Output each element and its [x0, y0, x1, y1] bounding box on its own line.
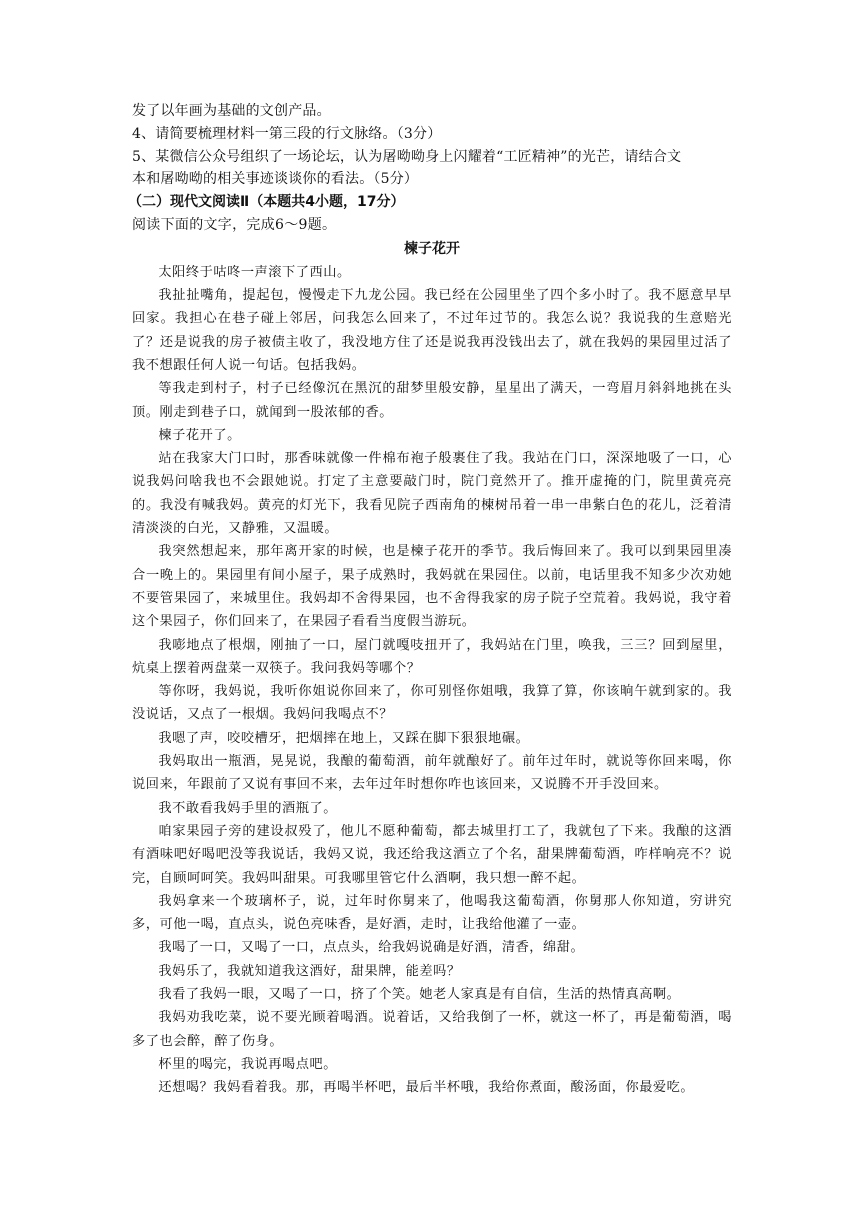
section-heading: （二）现代文阅读Ⅱ（本题共4小题，17分） — [128, 194, 405, 211]
story-paragraph: 站在我家大门口时，那香味就像一件棉布袍子般裹住了我。我站在门口，深深地吸了一口，心说我妈问啥我也不会跟她说。打定了主意要敲门时，院门竟然开了。推开虚掩的门，院里黄亮亮的。我没有喊我妈。黄亮的灯光下，我看见院子西南角的楝树吊着一串一串紫白色的花儿，泛着清清淡淡的白光，又静雅，又温暖。 — [132, 451, 732, 537]
section-instruction: 阅读下面的文字，完成6～9题。 — [132, 216, 337, 233]
story-body — [132, 261, 732, 1100]
story-paragraph: 我嗯了声，咬咬槽牙，把烟摔在地上，又踩在脚下狠狠地碾。 — [158, 730, 530, 746]
story-paragraph: 我喝了一口，又喝了一口，点点头，给我妈说确是好酒，清香，绵甜。 — [158, 940, 585, 956]
story-paragraph: 咱家果园子旁的建设叔殁了，他儿不愿种葡萄，都去城里打工了，我就包了下来。我酿的这酒有酒味吧好喝吧没等我说话，我妈又说，我还给我这酒立了个名，甜果牌葡萄酒，咋样响亮不？说完，自顾呵呵笑。我妈叫甜果。可我哪里管它什么酒啊，我只想一醉不起。 — [132, 823, 732, 886]
story-paragraph: 我妈拿来一个玻璃杯子，说，过年时你舅来了，他喝我这葡萄酒，你舅那人你知道，穷讲究多，可他一喝，直点头，说色亮味香，是好酒，走时，让我给他灌了一壶。 — [132, 893, 732, 933]
story-paragraph: 我突然想起来，那年离开家的时候，也是楝子花开的季节。我后悔回来了。我可以到果园里凑合一晚上的。果园里有间小屋子，果子成熟时，我妈就在果园住。以前，电话里我不知多少次劝她不要管果园了，来城里住。我妈却不舍得果园，也不舍得我家的房子院子空荒着。我妈说，我守着这个果园子，你们回来了，在果园子看看当度假当游玩。 — [132, 544, 732, 630]
story-paragraph: 我看了我妈一眼，又喝了一口，挤了个笑。她老人家真是有自信，生活的热情真高啊。 — [158, 986, 681, 1002]
question-5-line-1: 5、某微信公众号组织了一场论坛，认为屠呦呦身上闪耀着“工匠精神”的光芒，请结合文 — [132, 148, 682, 165]
story-paragraph: 我妈乐了，我就知道我这酒好，甜果牌，能差吗？ — [158, 963, 461, 979]
carryover-line: 发了以年画为基础的文创产品。 — [132, 103, 331, 119]
story-paragraph: 还想喝？我妈看着我。那，再喝半杯吧，最后半杯哦，我给你煮面，酸汤面，你最爱吃。 — [158, 1080, 695, 1096]
story-paragraph: 我不敢看我妈手里的酒瓶了。 — [158, 800, 337, 816]
story-paragraph: 太阳终于咕咚一声滚下了西山。 — [158, 264, 351, 280]
question-5-line-2: 本和屠呦呦的相关事迹谈谈你的看法。（5分） — [132, 171, 419, 188]
story-title: 楝子花开 — [404, 240, 460, 257]
questions-block — [132, 100, 732, 191]
story-paragraph: 我妈取出一瓶酒，晃晃说，我酿的葡萄酒，前年就酿好了。前年过年时，就说等你回来喝，你说回来，年跟前了又说有事回不来，去年过年时想你咋也该回来，又说腾不开手没回来。 — [132, 754, 732, 793]
story-paragraph: 我妈劝我吃菜，说不要光顾着喝酒。说着话，又给我倒了一杯，就这一杯了，再是葡萄酒，喝多了也会醉，醉了伤身。 — [132, 1010, 732, 1049]
story-paragraph: 杯里的喝完，我说再喝点吧。 — [158, 1056, 337, 1072]
story-paragraph: 楝子花开了。 — [158, 427, 241, 443]
story-paragraph: 我嘭地点了根烟，刚抽了一口，屋门就嘎吱扭开了，我妈站在门里，唤我，三三？回到屋里，炕桌上摆着两盘菜一双筷子。我问我妈等哪个？ — [132, 637, 732, 676]
question-4: 4、请简要梳理材料一第三段的行文脉络。（3分） — [132, 125, 442, 142]
story-paragraph: 等你呀，我妈说，我听你姐说你回来了，你可别怪你姐哦，我算了算，你该晌午就到家的。我没说话，又点了一根烟。我妈问我喝点不？ — [132, 684, 732, 723]
story-paragraph: 我扯扯嘴角，提起包，慢慢走下九龙公园。我已经在公园里坐了四个多小时了。我不愿意早早回家。我担心在巷子碰上邻居，问我怎么回来了，不过年过节的。我怎么说？我说我的生意赔光了？还是说我的房子被债主收了，我没地方住了还是说我再没钱出去了，就在我妈的果园里过活了我不想跟任何人说一句话。包括我妈。 — [132, 288, 732, 373]
document-content — [128, 100, 732, 1099]
story-paragraph: 等我走到村子，村子已经像沉在黑沉的甜梦里般安静，星星出了满天，一弯眉月斜斜地挑在头顶。刚走到巷子口，就闻到一股浓郁的香。 — [132, 381, 732, 420]
